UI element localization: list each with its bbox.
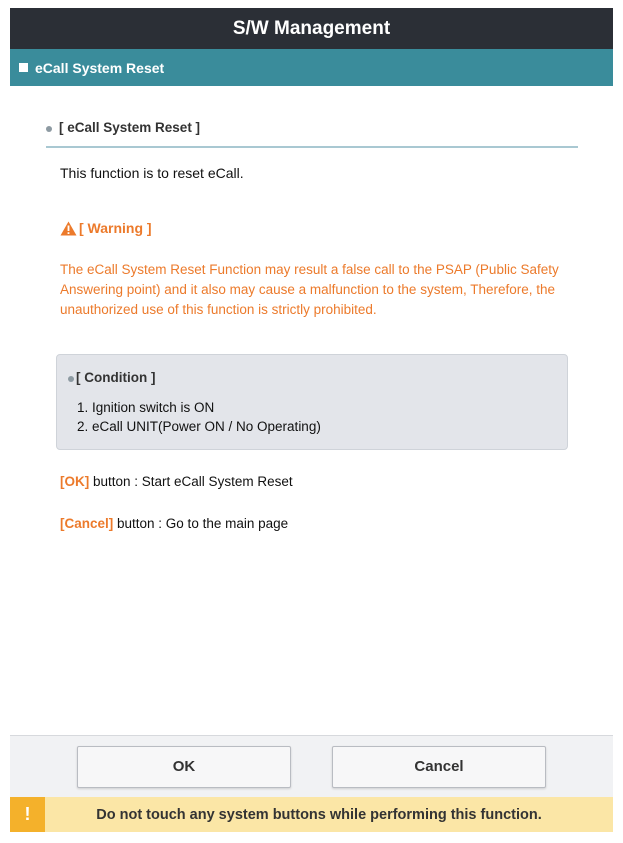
subheader-bar — [10, 49, 613, 86]
warning-heading — [60, 220, 152, 236]
cancel-tag: [Cancel] — [60, 516, 114, 531]
section-heading — [46, 120, 578, 148]
section-description: This function is to reset eCall. — [60, 165, 244, 181]
warning-triangle-icon — [60, 221, 77, 236]
dot-bullet-icon — [68, 376, 74, 382]
cancel-help-text: button : Go to the main page — [113, 516, 289, 531]
condition-title: [ Condition ] — [76, 370, 156, 385]
warning-title: [ Warning ] — [79, 220, 152, 236]
condition-box — [56, 354, 568, 450]
warning-text: The eCall System Reset Function may result a false call to the PSAP (Public Safety Answering point) and it also may cause a malfunction to the system, Therefore, the unauthorized use of this function is strictly prohibited. — [60, 262, 559, 317]
exclamation-icon: ! — [10, 797, 45, 832]
notice-text: Do not touch any system buttons while performing this function. — [96, 806, 542, 823]
notice-bar — [10, 797, 613, 832]
subheader-label: eCall System Reset — [35, 59, 165, 76]
condition-heading — [68, 370, 155, 385]
cancel-button-help — [60, 516, 288, 531]
condition-list — [77, 398, 321, 436]
condition-item: 2. eCall UNIT(Power ON / No Operating) — [77, 419, 321, 434]
app-window — [10, 8, 613, 835]
dot-bullet-icon — [46, 126, 52, 132]
square-bullet-icon — [19, 63, 28, 72]
button-bar — [10, 735, 613, 798]
condition-item: 1. Ignition switch is ON — [77, 400, 215, 415]
ok-button[interactable]: OK — [77, 746, 291, 788]
cancel-button[interactable]: Cancel — [332, 746, 546, 788]
section-title: [ eCall System Reset ] — [59, 120, 201, 135]
ok-button-help — [60, 474, 293, 489]
ok-help-text: button : Start eCall System Reset — [89, 474, 293, 489]
window-title: S/W Management — [10, 8, 613, 49]
ok-tag: [OK] — [60, 474, 90, 489]
